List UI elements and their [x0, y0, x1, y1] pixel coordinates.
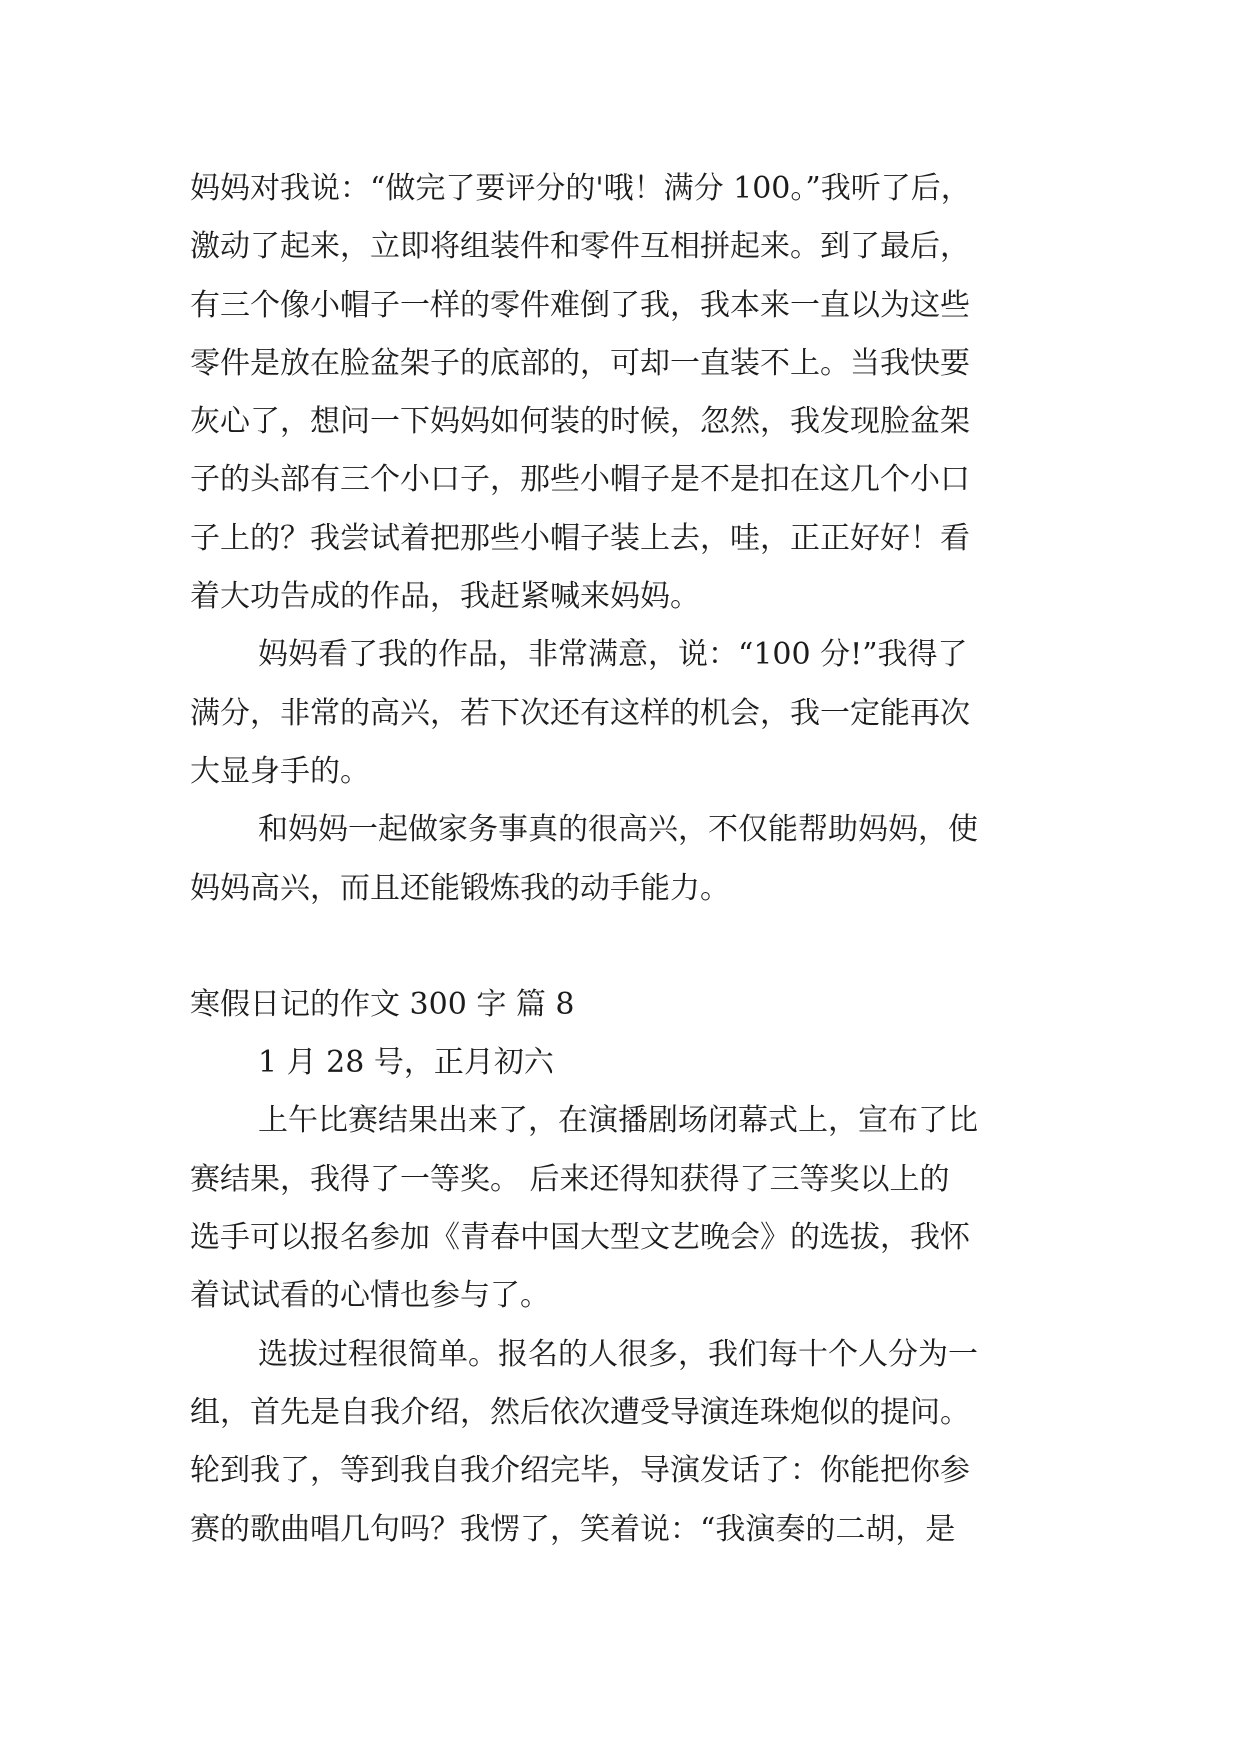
- section-heading: 寒假日记的作文 300 字 篇 8: [190, 986, 575, 1022]
- text-line: 满分，非常的高兴，若下次还有这样的机会，我一定能再次: [190, 695, 970, 731]
- text-line: 灰心了，想问一下妈妈如何装的时候，忽然，我发现脸盆架: [190, 404, 970, 440]
- text-line: 着试试看的心情也参与了。: [190, 1278, 550, 1314]
- text-line: 赛结果，我得了一等奖。 后来还得知获得了三等奖以上的: [190, 1161, 950, 1197]
- text-line: 选手可以报名参加《青春中国大型文艺晚会》的选拔，我怀: [190, 1220, 970, 1256]
- paragraph-start-line: 和妈妈一起做家务事真的很高兴，不仅能帮助妈妈，使: [258, 812, 978, 848]
- text-line: 妈妈高兴，而且还能锻炼我的动手能力。: [190, 870, 730, 906]
- text-line: 轮到我了，等到我自我介绍完毕，导演发话了：你能把你参: [190, 1453, 970, 1489]
- paragraph-start-line: 选拔过程很简单。报名的人很多，我们每十个人分为一: [258, 1336, 978, 1372]
- text-line: 有三个像小帽子一样的零件难倒了我，我本来一直以为这些: [190, 287, 970, 323]
- text-line: 着大功告成的作品，我赶紧喊来妈妈。: [190, 579, 700, 615]
- text-line: 妈妈对我说：“做完了要评分的'哦！满分 100。”我听了后，: [190, 171, 971, 206]
- text-line: 子的头部有三个小口子，那些小帽子是不是扣在这几个小口: [190, 462, 970, 498]
- text-line: 零件是放在脸盆架子的底部的，可却一直装不上。当我快要: [190, 345, 970, 381]
- text-line: 子上的？我尝试着把那些小帽子装上去，哇，正正好好！看: [190, 520, 970, 556]
- document-body: [190, 160, 1070, 1559]
- text-line: 激动了起来，立即将组装件和零件互相拼起来。到了最后，: [190, 229, 970, 265]
- date-line: 1 月 28 号，正月初六: [258, 1045, 554, 1081]
- text-line: 组，首先是自我介绍，然后依次遭受导演连珠炮似的提问。: [190, 1394, 970, 1430]
- paragraph-start-line: 妈妈看了我的作品，非常满意，说：“100 分!”我得了: [258, 637, 968, 673]
- text-line: 大显身手的。: [190, 753, 370, 789]
- paragraph-start-line: 上午比赛结果出来了，在演播剧场闭幕式上，宣布了比: [258, 1103, 978, 1139]
- section-spacer: [190, 918, 1070, 976]
- text-line: 赛的歌曲唱几句吗？我愣了，笑着说：“我演奏的二胡，是: [190, 1511, 956, 1547]
